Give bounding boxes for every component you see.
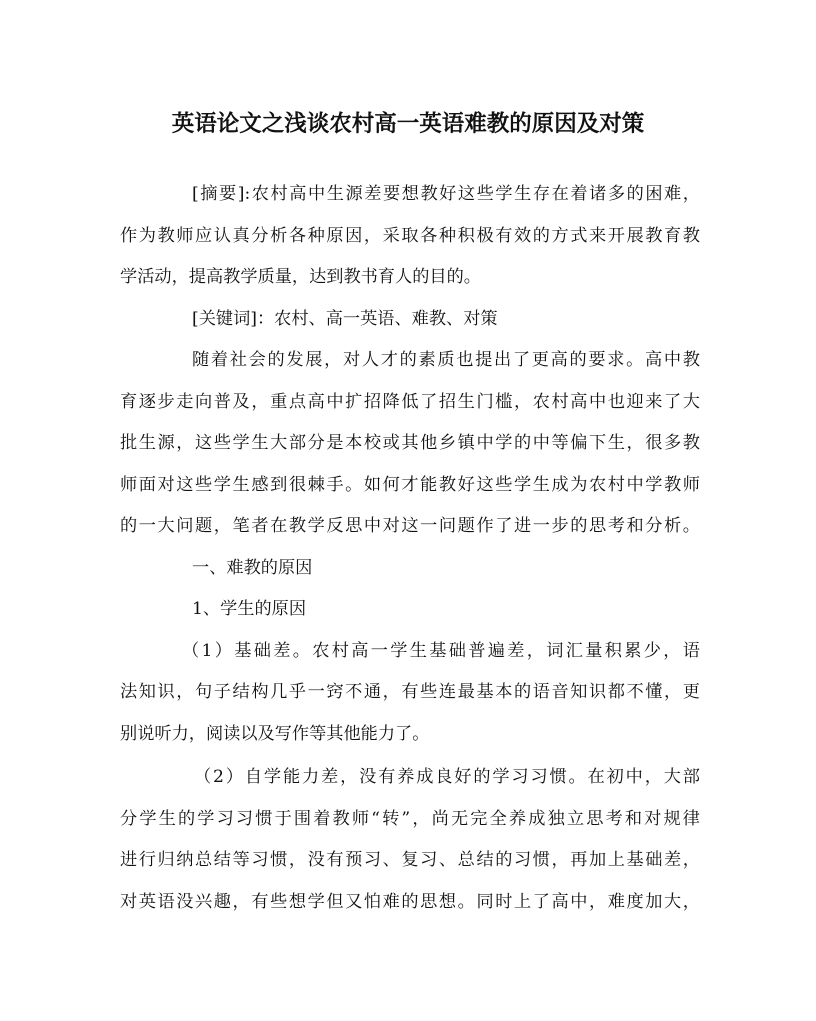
point1-line-1: （1）基础差。农村高一学生基础普遍差，词汇量积累少，语 (182, 640, 700, 661)
point2-line-2: 分学生的学习习惯于围着教师“转”，尚无完全养成独立思考和对规律 (120, 808, 700, 829)
point2-line-4: 对英语没兴趣，有些想学但又怕难的思想。同时上了高中，难度加大， (120, 891, 700, 912)
abstract-line-3: 学活动，提高教学质量，达到教书育人的目的。 (120, 267, 481, 287)
point1-line-2: 法知识，句子结构几乎一窍不通，有些连最基本的语音知识都不懂，更 (120, 682, 700, 702)
intro-line-1: 随着社会的发展，对人才的素质也提出了更高的要求。高中教 (192, 350, 700, 370)
point2-line-1: （2）自学能力差，没有养成良好的学习习惯。在初中，大部 (194, 767, 700, 787)
intro-line-2: 育逐步走向普及，重点高中扩招降低了招生门槛，农村高中也迎来了大 (120, 391, 700, 412)
keywords-line: [关键词]：农村、高一英语、难教、对策 (192, 308, 498, 329)
point2-line-3: 进行归纳总结等习惯，没有预习、复习、总结的习惯，再加上基础差， (120, 850, 700, 870)
subsection-heading: 1、学生的原因 (192, 599, 307, 619)
document-title: 英语论文之浅谈农村高一英语难教的原因及对策 (171, 111, 645, 137)
abstract-line-1: [摘要]:农村高中生源差要想教好这些学生存在着诸多的困难， (192, 184, 700, 204)
intro-line-5: 的一大问题，笔者在教学反思中对这一问题作了进一步的思考和分析。 (120, 516, 700, 536)
intro-line-3: 批生源，这些学生大部分是本校或其他乡镇中学的中等偏下生，很多教 (120, 433, 700, 453)
document-body (120, 174, 700, 923)
point1-line-3: 别说听力，阅读以及写作等其他能力了。 (120, 723, 430, 744)
section-heading: 一、难教的原因 (192, 557, 313, 578)
abstract-line-2: 作为教师应认真分析各种原因，采取各种积极有效的方式来开展教育教 (120, 225, 700, 246)
intro-line-4: 师面对这些学生感到很棘手。如何才能教好这些学生成为农村中学教师 (120, 474, 700, 495)
